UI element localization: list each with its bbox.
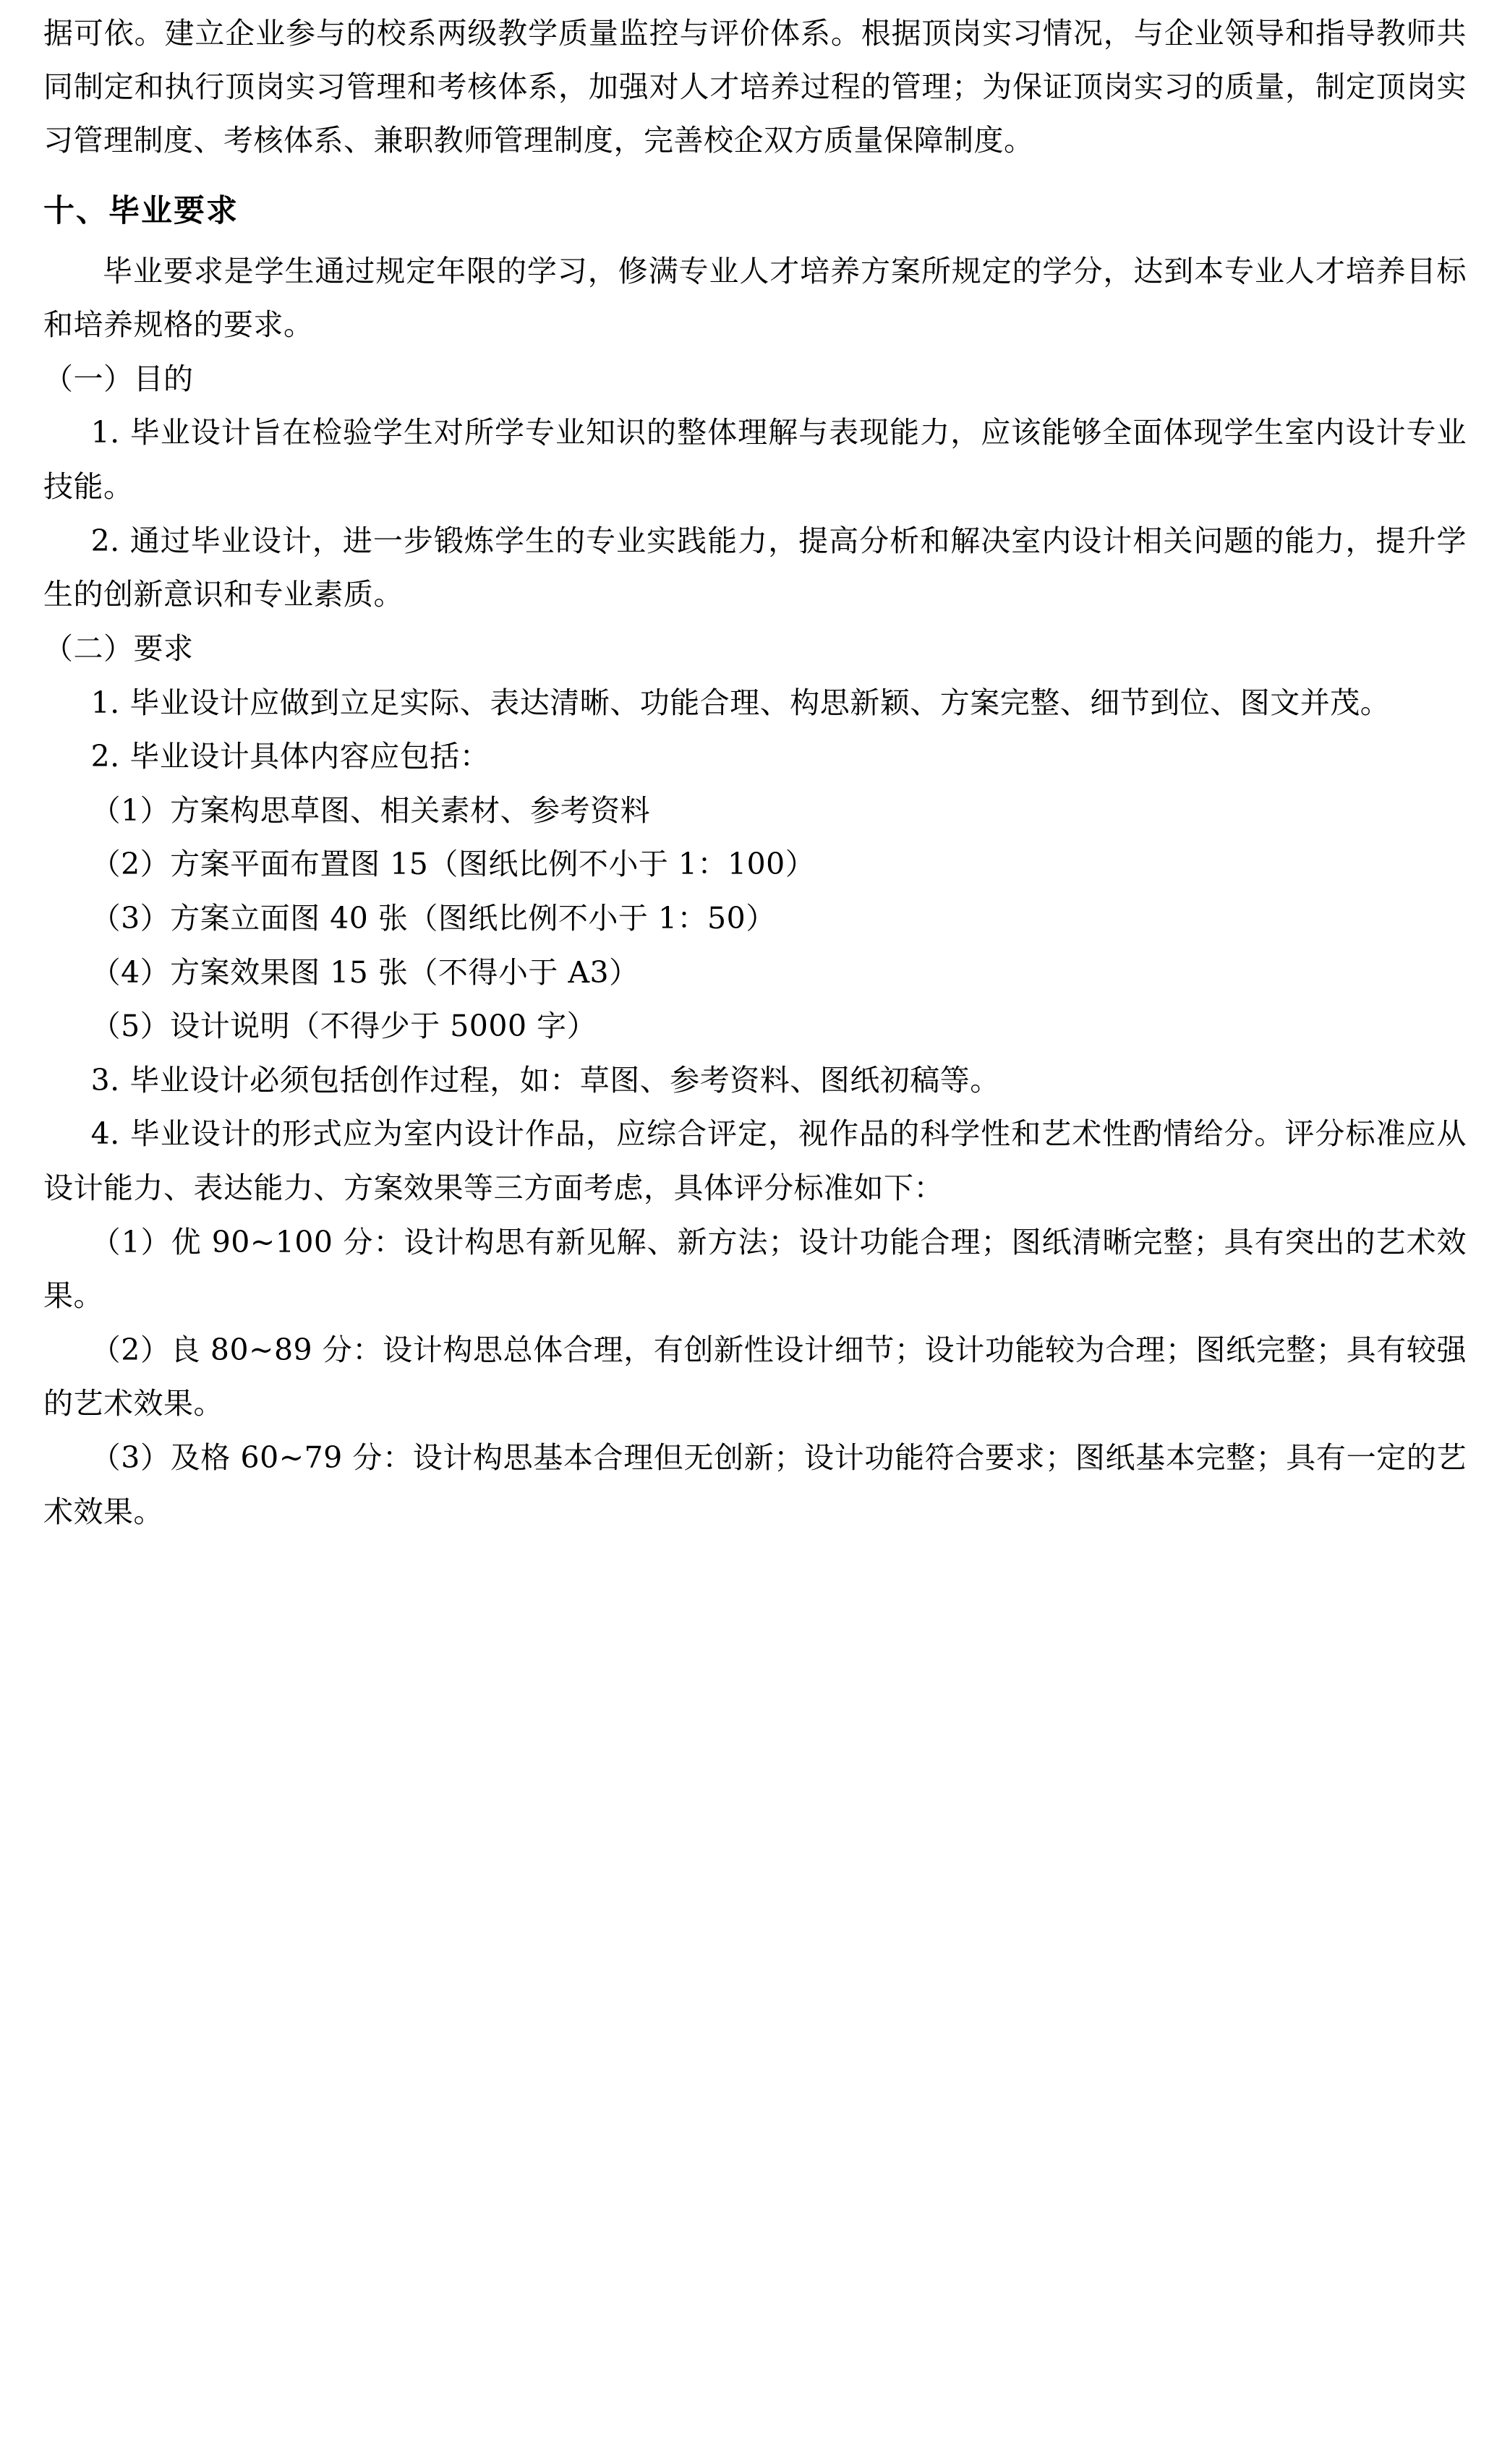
list-item-requirement-2: 2. 毕业设计具体内容应包括：: [90, 739, 490, 774]
list-item-purpose-2: 2. 通过毕业设计，进一步锻炼学生的专业实践能力，提高分析和解决室内设计相关问题的能力，提升学生的创新意识和专业素质。: [43, 523, 1467, 612]
list-item-requirement-4: 4. 毕业设计的形式应为室内设计作品，应综合评定，视作品的科学性和艺术性酌情给分。评分标准应从设计能力、表达能力、方案效果等三方面考虑，具体评分标准如下：: [43, 1116, 1467, 1205]
list-item-requirement-1: 1. 毕业设计应做到立足实际、表达清晰、功能合理、构思新颖、方案完整、细节到位、图文并茂。: [90, 685, 1391, 720]
grading-criteria-good: （2）良 80~89 分：设计构思总体合理，有创新性设计细节；设计功能较为合理；图纸完整；具有较强的艺术效果。: [43, 1332, 1467, 1421]
grading-criteria-excellent: （1）优 90~100 分：设计构思有新见解、新方法；设计功能合理；图纸清晰完整；具有突出的艺术效果。: [43, 1224, 1467, 1314]
document-body: [43, 7, 1467, 1539]
paragraph-requirement-definition: 毕业要求是学生通过规定年限的学习，修满专业人才培养方案所规定的学分，达到本专业人才培养目标和培养规格的要求。: [43, 253, 1467, 343]
list-item-requirement-2-3: （3）方案立面图 40 张（图纸比例不小于 1：50）: [90, 900, 776, 936]
list-item-requirement-2-5: （5）设计说明（不得少于 5000 字）: [90, 1009, 597, 1044]
list-item-requirement-2-4: （4）方案效果图 15 张（不得小于 A3）: [90, 954, 639, 990]
grading-criteria-pass: （3）及格 60~79 分：设计构思基本合理但无创新；设计功能符合要求；图纸基本完整；具有一定的艺术效果。: [43, 1440, 1467, 1529]
paragraph-intro-continuation: 据可依。建立企业参与的校系两级教学质量监控与评价体系。根据顶岗实习情况，与企业领导和指导教师共同制定和执行顶岗实习管理和考核体系，加强对人才培养过程的管理；为保证顶岗实习的质量，制定顶岗实习管理制度、考核体系、兼职教师管理制度，完善校企双方质量保障制度。: [43, 16, 1467, 158]
list-item-requirement-2-2: （2）方案平面布置图 15（图纸比例不小于 1：100）: [90, 847, 816, 882]
list-item-requirement-2-1: （1）方案构思草图、相关素材、参考资料: [90, 792, 651, 828]
subsection-heading-purpose: （一）目的: [43, 361, 194, 396]
section-heading-graduation-requirements: 十、毕业要求: [43, 193, 239, 230]
list-item-requirement-3: 3. 毕业设计必须包括创作过程，如：草图、参考资料、图纸初稿等。: [90, 1062, 1000, 1098]
list-item-purpose-1: 1. 毕业设计旨在检验学生对所学专业知识的整体理解与表现能力，应该能够全面体现学生室内设计专业技能。: [43, 415, 1467, 505]
subsection-heading-requirements: （二）要求: [43, 630, 194, 666]
